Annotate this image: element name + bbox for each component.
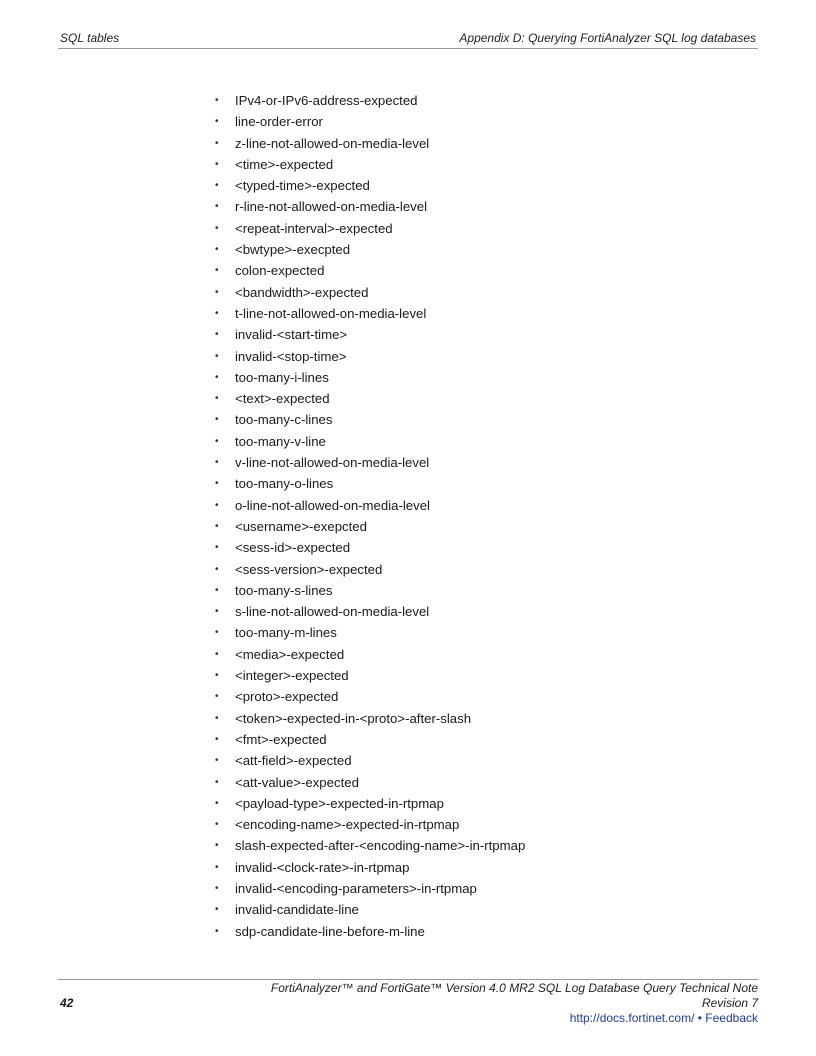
list-item-text: <sess-version>-expected [235, 561, 383, 577]
bullet-icon: • [215, 414, 219, 426]
bullet-icon: • [215, 350, 219, 362]
bullet-icon: • [215, 478, 219, 490]
list-item [215, 240, 525, 261]
bullet-icon: • [215, 158, 219, 170]
list-item [215, 751, 525, 772]
bullet-icon: • [215, 457, 219, 469]
bullet-icon: • [215, 840, 219, 852]
list-item [215, 666, 525, 687]
list-item-text: <proto>-expected [235, 689, 339, 705]
bullet-icon: • [215, 584, 219, 596]
list-item [215, 709, 525, 730]
list-item-text: <text>-expected [235, 391, 330, 407]
list-item [215, 261, 525, 282]
list-item [215, 836, 525, 857]
list-item [215, 815, 525, 836]
revision-label: Revision 7 [701, 996, 758, 1010]
list-item-text: <bandwidth>-expected [235, 284, 369, 300]
list-item-text: sdp-candidate-line-before-m-line [235, 923, 425, 939]
list-item-text: too-many-o-lines [235, 476, 334, 492]
document-title: FortiAnalyzer™ and FortiGate™ Version 4.0 MR2 SQL Log Database Query Technical Note [270, 981, 758, 995]
list-item [215, 517, 525, 538]
list-item-text: <att-value>-expected [235, 774, 359, 790]
bullet-icon: • [215, 180, 219, 192]
section-title: SQL tables [60, 31, 120, 45]
list-item [215, 112, 525, 133]
bullet-icon: • [215, 861, 219, 873]
list-item [215, 858, 525, 879]
list-item [215, 496, 525, 517]
bullet-icon: • [215, 691, 219, 703]
list-item [215, 283, 525, 304]
list-item [215, 623, 525, 644]
list-item-text: slash-expected-after-<encoding-name>-in-rtpmap [235, 838, 526, 854]
bullet-icon: • [215, 435, 219, 447]
list-item-text: <integer>-expected [235, 668, 349, 684]
bullet-icon: • [215, 286, 219, 298]
list-item-text: invalid-<clock-rate>-in-rtpmap [235, 859, 410, 875]
list-item [215, 922, 525, 943]
list-item-text: r-line-not-allowed-on-media-level [235, 199, 428, 215]
list-item-text: s-line-not-allowed-on-media-level [235, 604, 430, 620]
list-item-text: <typed-time>-expected [235, 178, 370, 194]
bullet-icon: • [215, 329, 219, 341]
list-item-text: v-line-not-allowed-on-media-level [235, 455, 430, 471]
list-item-text: invalid-candidate-line [235, 902, 359, 918]
list-item-text: invalid-<stop-time> [235, 348, 347, 364]
list-item-text: <payload-type>-expected-in-rtpmap [235, 795, 444, 811]
list-item [215, 560, 525, 581]
list-item [215, 325, 525, 346]
list-item-text: <repeat-interval>-expected [235, 220, 393, 236]
footer-links [271, 1011, 758, 1026]
list-item-text: line-order-error [235, 114, 323, 130]
bullet-icon: • [215, 648, 219, 660]
link-separator: • [694, 1011, 706, 1025]
list-item-text: <time>-expected [235, 156, 334, 172]
list-item [215, 389, 525, 410]
list-item [215, 538, 525, 559]
bullet-icon: • [215, 244, 219, 256]
bullet-icon: • [215, 712, 219, 724]
bullet-icon: • [215, 116, 219, 128]
list-item-text: IPv4-or-IPv6-address-expected [235, 93, 418, 108]
bullet-icon: • [215, 606, 219, 618]
bullet-icon: • [215, 904, 219, 916]
list-item-text: <fmt>-expected [235, 731, 327, 747]
bullet-icon: • [215, 627, 219, 639]
list-item [215, 900, 525, 921]
list-item [215, 91, 525, 112]
list-item-text: t-line-not-allowed-on-media-level [235, 305, 427, 321]
list-item-text: <media>-expected [235, 646, 345, 662]
list-item [215, 581, 525, 602]
bullet-icon: • [215, 222, 219, 234]
list-item-text: too-many-c-lines [235, 412, 333, 428]
bullet-icon: • [215, 371, 219, 383]
list-item-text: <encoding-name>-expected-in-rtpmap [235, 817, 460, 833]
list-item [215, 410, 525, 431]
page-number: 42 [60, 996, 74, 1010]
list-item [215, 773, 525, 794]
bullet-icon: • [215, 520, 219, 532]
page-header [58, 30, 758, 49]
list-item [215, 730, 525, 751]
list-item-text: too-many-s-lines [235, 582, 333, 598]
list-item [215, 347, 525, 368]
chapter-title: Appendix D: Querying FortiAnalyzer SQL log databases [459, 31, 756, 45]
page-footer [271, 981, 758, 1026]
bullet-icon: • [215, 776, 219, 788]
list-item-text: colon-expected [235, 263, 325, 279]
list-item [215, 474, 525, 495]
list-item [215, 197, 525, 218]
bullet-icon: • [215, 882, 219, 894]
list-item [215, 879, 525, 900]
list-item [215, 687, 525, 708]
list-item [215, 645, 525, 666]
list-item-text: invalid-<start-time> [235, 327, 348, 343]
bullet-icon: • [215, 563, 219, 575]
bullet-icon: • [215, 755, 219, 767]
error-list [215, 91, 525, 943]
bullet-icon: • [215, 393, 219, 405]
list-item-text: invalid-<encoding-parameters>-in-rtpmap [235, 880, 477, 896]
list-item [215, 368, 525, 389]
list-item [215, 794, 525, 815]
bullet-icon: • [215, 819, 219, 831]
bullet-icon: • [215, 925, 219, 937]
list-item [215, 453, 525, 474]
list-item [215, 304, 525, 325]
list-item-text: <bwtype>-execpted [235, 242, 351, 258]
list-item [215, 155, 525, 176]
docs-link[interactable]: http://docs.fortinet.com/ [569, 1011, 695, 1025]
list-item-text: too-many-v-line [235, 433, 326, 449]
bullet-icon: • [215, 670, 219, 682]
bullet-icon: • [215, 95, 219, 106]
list-item-text: <sess-id>-expected [235, 540, 351, 556]
bullet-icon: • [215, 499, 219, 511]
list-item-text: <username>-exepcted [235, 518, 367, 534]
feedback-link[interactable]: Feedback [705, 1011, 758, 1025]
list-item-text: <token>-expected-in-<proto>-after-slash [235, 710, 472, 726]
list-item-text: too-many-i-lines [235, 369, 329, 385]
bullet-icon: • [215, 542, 219, 554]
list-item [215, 176, 525, 197]
bullet-icon: • [215, 137, 219, 149]
bullet-icon: • [215, 797, 219, 809]
list-item-text: too-many-m-lines [235, 625, 337, 641]
footer-divider [58, 979, 758, 980]
list-item [215, 432, 525, 453]
bullet-icon: • [215, 201, 219, 213]
list-item [215, 602, 525, 623]
list-item-text: <att-field>-expected [235, 753, 352, 769]
list-item-text: z-line-not-allowed-on-media-level [235, 135, 430, 151]
bullet-icon: • [215, 733, 219, 745]
bullet-icon: • [215, 307, 219, 319]
list-item [215, 134, 525, 155]
bullet-icon: • [215, 265, 219, 277]
list-item-text: o-line-not-allowed-on-media-level [235, 497, 430, 513]
list-item [215, 219, 525, 240]
